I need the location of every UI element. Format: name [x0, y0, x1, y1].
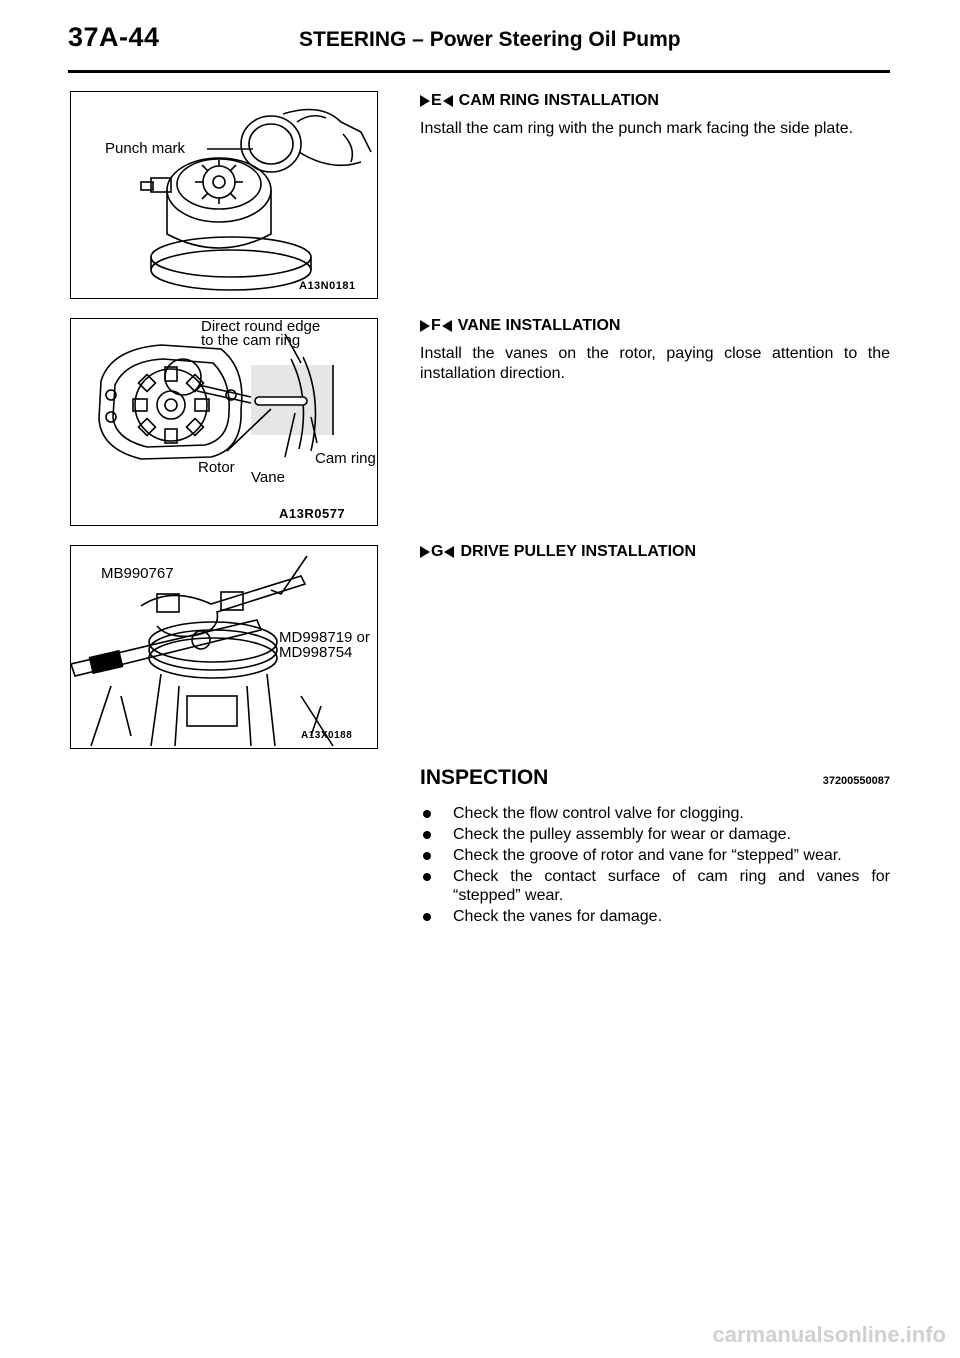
- section-heading: [420, 91, 890, 111]
- vane-illustration: [71, 319, 377, 525]
- watermark: carmanualsonline.info: [712, 1322, 946, 1347]
- arrow-right-icon: [420, 546, 430, 558]
- section-letter: F: [431, 317, 441, 334]
- callout-mb990767: MB990767: [101, 565, 174, 582]
- section-letter: E: [431, 92, 442, 109]
- section-body: Install the cam ring with the punch mark facing the side plate.: [420, 120, 854, 137]
- arrow-left-icon: [444, 546, 454, 558]
- section-body: Install the vanes on the rotor, paying close attention to the installation direction.: [420, 345, 890, 382]
- callout-to-cam-ring: to the cam ring: [201, 332, 301, 349]
- callout-cam-ring: Cam ring: [315, 450, 376, 467]
- callout-punch-mark: Punch mark: [105, 140, 186, 157]
- figure-drive-pulley: [70, 545, 378, 749]
- arrow-right-icon: [420, 95, 430, 107]
- figure-code: A13X0188: [301, 730, 353, 741]
- page-number: 37A-44: [68, 22, 160, 52]
- callout-md998719: MD998719 or: [279, 629, 370, 646]
- inspection-list: [420, 804, 890, 926]
- figure-code: A13N0181: [299, 280, 356, 292]
- section-title: VANE INSTALLATION: [457, 317, 621, 334]
- section-letter: G: [431, 543, 444, 560]
- figure-vane: [70, 318, 378, 526]
- header-rule: [68, 70, 890, 73]
- figure-code: A13R0577: [279, 506, 346, 521]
- section-heading: [420, 316, 890, 336]
- list-item: Check the flow control valve for clogging.: [420, 804, 890, 823]
- section-drive-pulley-installation: [420, 542, 890, 562]
- section-title: DRIVE PULLEY INSTALLATION: [460, 543, 697, 560]
- inspection-title: INSPECTION: [420, 766, 549, 789]
- callout-direct-round-edge: Direct round edge: [201, 318, 321, 335]
- inspection-header: [420, 766, 890, 790]
- figure-cam-ring: [70, 91, 378, 299]
- section-title: CAM RING INSTALLATION: [458, 92, 659, 109]
- page-header: [68, 18, 890, 68]
- callout-vane: Vane: [251, 469, 285, 486]
- callout-rotor: Rotor: [198, 459, 235, 476]
- arrow-left-icon: [443, 95, 453, 107]
- arrow-left-icon: [442, 320, 452, 332]
- inspection-section: [420, 766, 890, 928]
- inspection-code: 37200550087: [822, 775, 890, 787]
- list-item: Check the vanes for damage.: [420, 907, 890, 926]
- section-heading: [420, 542, 890, 562]
- arrow-right-icon: [420, 320, 430, 332]
- list-item: Check the pulley assembly for wear or damage.: [420, 825, 890, 844]
- section-cam-ring-installation: [420, 91, 890, 139]
- list-item: Check the contact surface of cam ring and vanes for “stepped” wear.: [420, 867, 890, 905]
- cam-ring-illustration: [71, 92, 377, 298]
- page-title: STEERING – Power Steering Oil Pump: [299, 28, 681, 51]
- callout-md998754: MD998754: [279, 644, 353, 661]
- list-item: Check the groove of rotor and vane for “stepped” wear.: [420, 846, 890, 865]
- section-vane-installation: [420, 316, 890, 384]
